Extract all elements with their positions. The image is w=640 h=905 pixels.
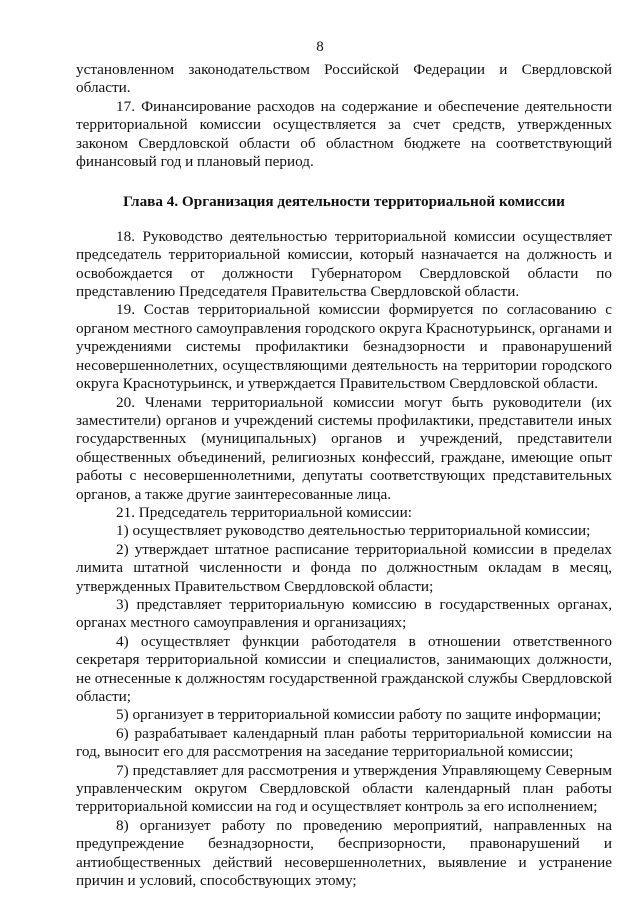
paragraph-20: 20. Членами территориальной комиссии могут быть руководители (их заместители) органов и учреждений системы профилактики, представители иных государственных (муниципальных) органов и учреждений, представители общественных объединений, религиозных конфессий, граждане, имеющие опыт работы с несовершеннолетними, депутаты соответствующих представительных органов, а также другие заинтересованные лица. xyxy=(76,393,612,503)
list-item-7: 7) представляет для рассмотрения и утверждения Управляющему Северным управленческим округом Свердловской области календарный план работы территориальной комиссии на год и осуществляет контроль за его исполнением; xyxy=(76,761,612,816)
list-item-5: 5) организует в территориальной комиссии работу по защите информации; xyxy=(116,706,602,724)
list-item-8: 8) организует работу по проведению мероприятий, направленных на предупреждение безнадзорности, беспризорности, правонарушений и антиобщественных действий несовершеннолетних, выявление и устранение причин и условий, способствующих этому; xyxy=(76,816,612,890)
list-item-4: 4) осуществляет функции работодателя в отношении ответственного секретаря территориальной комиссии и специалистов, занимающих должности, не отнесенные к должностям государственной гражданской службы Свердловской области; xyxy=(76,632,612,705)
paragraph-18: 18. Руководство деятельностью территориальной комиссии осуществляет председатель территориальной комиссии, который назначается на должность и освобождается от должности Губернатором Свердловской области по представлению Председателя Правительства Свердловской области. xyxy=(76,227,612,301)
chapter-heading: Глава 4. Организация деятельности территориальной комиссии xyxy=(123,193,565,211)
section-after xyxy=(76,228,612,891)
list-item-2: 2) утверждает штатное расписание территориальной комиссии в пределах лимита штатной численности и фонда по должностным окладам в месяц, утвержденных Правительством Свердловской области; xyxy=(76,540,612,595)
list-item-3: 3) представляет территориальную комиссию в государственных органах, органах местного самоуправления и организациях; xyxy=(76,595,612,632)
paragraph: установленном законодательством Российской Федерации и Свердловской области. xyxy=(76,61,612,97)
paragraph-17: 17. Финансирование расходов на содержание и обеспечение деятельности территориальной комиссии осуществляется за счет средств, утвержденных законом Свердловской области об областном бюджете на соответствующий финансовый год и плановый период. xyxy=(76,97,612,171)
page-number: 8 xyxy=(316,39,324,55)
paragraph-19: 19. Состав территориальной комиссии формируется по согласованию с органом местного самоуправления городского округа Краснотурьинск, органами и учреждениями системы профилактики безнадзорности и правонарушений несовершеннолетних, осуществляющими деятельность на территории городского округа Краснотурьинск, и утверждается Правительством Свердловской области. xyxy=(76,301,612,393)
document-body xyxy=(76,61,612,890)
list-item-1: 1) осуществляет руководство деятельностью территориальной комиссии; xyxy=(116,522,591,540)
section-before xyxy=(76,61,612,171)
paragraph-21: 21. Председатель территориальной комиссии: xyxy=(116,503,412,521)
list-item-6: 6) разрабатывает календарный план работы территориальной комиссии на год, выносит его для рассмотрения на заседание территориальной комиссии; xyxy=(76,724,612,761)
